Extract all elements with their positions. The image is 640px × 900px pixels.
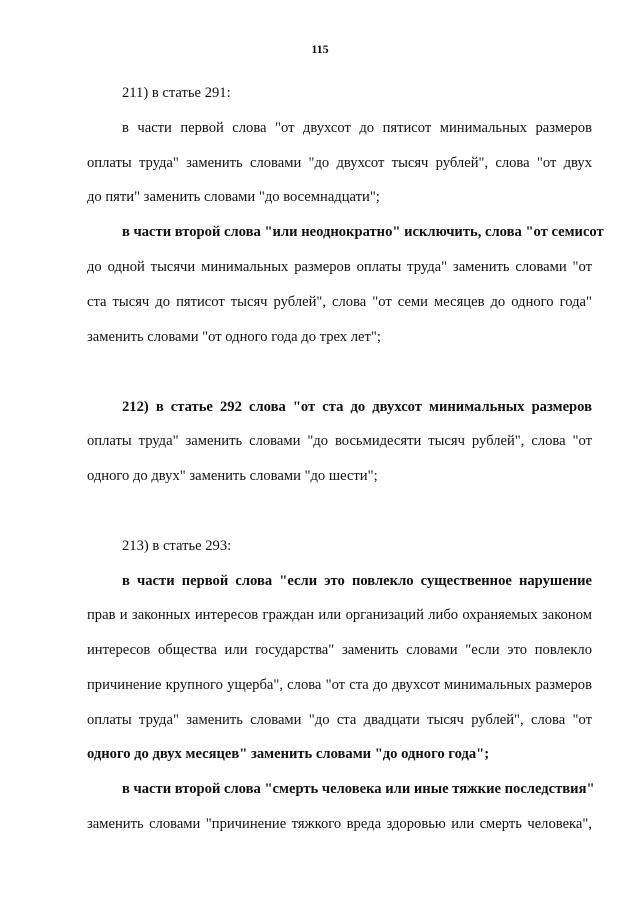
text-line: до пяти" заменить словами "до восемнадцати"; [87, 189, 380, 205]
text-line: 211) в статье 291: [122, 85, 231, 101]
text-line: 212) в статье 292 слова "от ста до двухсот минимальных размеров [122, 399, 592, 415]
text-line: 213) в статье 293: [122, 538, 232, 554]
text-line: в части второй слова "или неоднократно" исключить, слова "от семисот [122, 224, 604, 240]
text-line: одного до двух" заменить словами "до шести"; [87, 468, 378, 484]
text-line: оплаты труда" заменить словами "до ста двадцати тысяч рублей", слова "от [87, 712, 592, 728]
text-line: оплаты труда" заменить словами "до двухсот тысяч рублей", слова "от двух [87, 155, 592, 171]
text-line: одного до двух месяцев" заменить словами "до одного года"; [87, 746, 490, 762]
text-line: прав и законных интересов граждан или организаций либо охраняемых законом [87, 607, 592, 623]
text-line: причинение крупного ущерба", слова "от ста до двухсот минимальных размеров [87, 677, 592, 693]
text-line: интересов общества или государства" заменить словами "если это повлекло [87, 642, 592, 658]
page-number: 115 [311, 42, 329, 56]
text-line: в части второй слова "смерть человека или иные тяжкие последствия" [122, 781, 595, 797]
text-line: оплаты труда" заменить словами "до восьмидесяти тысяч рублей", слова "от [87, 433, 592, 449]
text-line: заменить словами "причинение тяжкого вреда здоровью или смерть человека", [87, 816, 592, 832]
text-line: заменить словами "от одного года до трех лет"; [87, 329, 381, 345]
text-line: в части первой слова "от двухсот до пятисот минимальных размеров [122, 120, 592, 136]
text-line: до одной тысячи минимальных размеров оплаты труда" заменить словами "от [87, 259, 592, 275]
text-line: ста тысяч до пятисот тысяч рублей", слова "от семи месяцев до одного года" [87, 294, 592, 310]
text-line: в части первой слова "если это повлекло существенное нарушение [122, 573, 592, 589]
